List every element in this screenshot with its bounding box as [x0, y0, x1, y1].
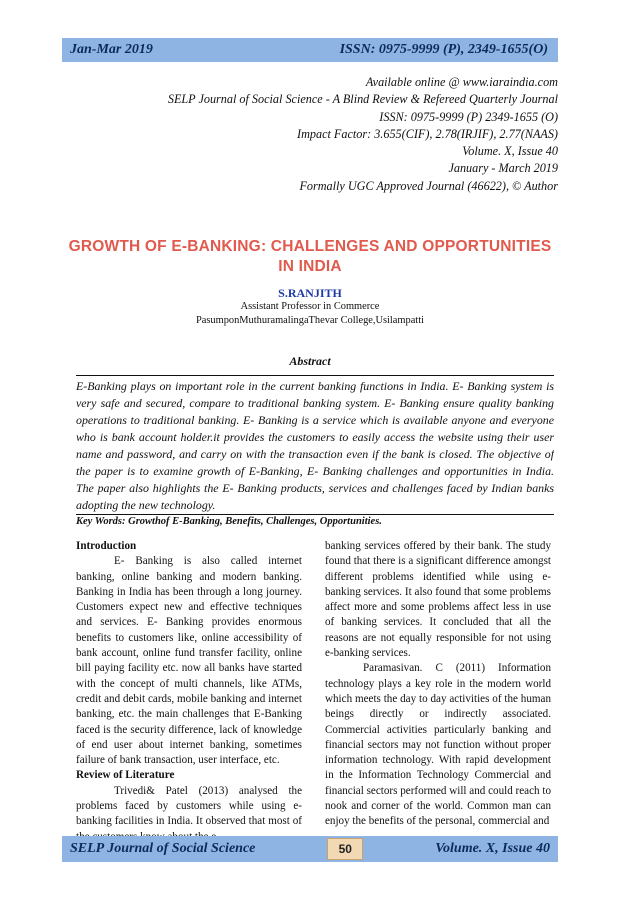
paramasivan-text: Paramasivan. C (2011) Information technology plays a key role in the modern world which meets the day to day activities of the human beings directly or indirectly associated. Commercial activities particularly banking and financial sectors may not function without proper information technology. With rapid development in the Information Technology Commercial and financial sectors performed will and could reach to nook and corner of the world. Common man can enjoy the benefits of the personal, commercial and	[325, 662, 551, 828]
abstract-text: E-Banking plays on important role in the current banking functions in India. E- Banking system is very safe and secured, compare to traditional banking system. E- Banking ensure quality banking operations to traditional banking. E- Banking is a service which is available anyone and everyone who is bank account holder.it provides the customers to easily access the website using their user name and password, and carry on with the transaction even if the bank is closed. The objective of the paper is to examine growth of E-Banking, E- Banking challenges and opportunities in India. The paper also highlights the E- Banking products, services and challenges faced by Indian banks adopting the new technology.	[76, 375, 554, 515]
meta-volume: Volume. X, Issue 40	[462, 144, 558, 159]
meta-issn: ISSN: 0975-9999 (P) 2349-1655 (O)	[379, 109, 558, 124]
keywords: Key Words: Growthof E-Banking, Benefits, Challenges, Opportunities.	[76, 516, 382, 527]
author-college: PasumponMuthuramalingaThevar College,Usilampatti	[196, 315, 424, 326]
review-continued-text: banking services offered by their bank. The study found that there is a significant difference amongst different problems identified while using e-banking services. It also found that some problems affect more and some problems affect less in use of banking services. It concluded that all the reasons are not equally responsible for not using e-banking services.	[325, 540, 551, 660]
title-line-1: GROWTH OF E-BANKING: CHALLENGES AND OPPORTUNITIES	[68, 238, 552, 255]
introduction-text: E- Banking is also called internet banking, online banking and modern banking. Banking in India has been through a long journey. Customers expect new and effective techniques and services. E- Banking provides enormous benefits to customers like, online accessibility of bank account, online fund transfer facility, online bill paying facility etc. now all banks have started with the concept of multi channels, like ATMs, credit and debit cards, mobile banking and internet banking, etc. the main challenges that E-Banking faced is the security difference, lack of knowledge of end user about internet banking, sometimes failure of bank transaction, user interface, etc.	[76, 555, 302, 767]
abstract-heading: Abstract	[289, 354, 331, 368]
paper-title	[62, 237, 558, 277]
author-name: S.RANJITH	[278, 286, 342, 300]
journal-meta	[168, 74, 558, 195]
author-position: Assistant Professor in Commerce	[240, 301, 380, 312]
meta-period: January - March 2019	[448, 161, 558, 176]
meta-availability: Available online @ www.iaraindia.com	[365, 75, 558, 89]
footer-volume: Volume. X, Issue 40	[435, 841, 550, 856]
header-band	[62, 38, 558, 62]
footer-journal: SELP Journal of Social Science	[70, 841, 256, 856]
right-column	[325, 539, 551, 830]
title-line-2: IN INDIA	[278, 258, 342, 275]
meta-approval: Formally UGC Approved Journal (46622), © Author	[299, 178, 558, 193]
introduction-heading: Introduction	[76, 540, 137, 552]
header-issn: ISSN: 0975-9999 (P), 2349-1655(O)	[339, 42, 548, 57]
footer-band	[62, 836, 558, 862]
review-text: Trivedi& Patel (2013) analysed the problems faced by customers while using e-banking facilities in India. It observed that most of	[76, 784, 302, 828]
meta-journal-name: SELP Journal of Social Science - A Blind Review & Refereed Quarterly Journal	[167, 92, 558, 107]
page-number: 50	[327, 838, 363, 860]
left-column	[76, 539, 302, 845]
review-heading: Review of Literature	[76, 769, 175, 782]
header-date: Jan-Mar 2019	[70, 42, 153, 57]
meta-impact-factor: Impact Factor: 3.655(CIF), 2.78(IRJIF), 2.77(NAAS)	[297, 126, 558, 141]
